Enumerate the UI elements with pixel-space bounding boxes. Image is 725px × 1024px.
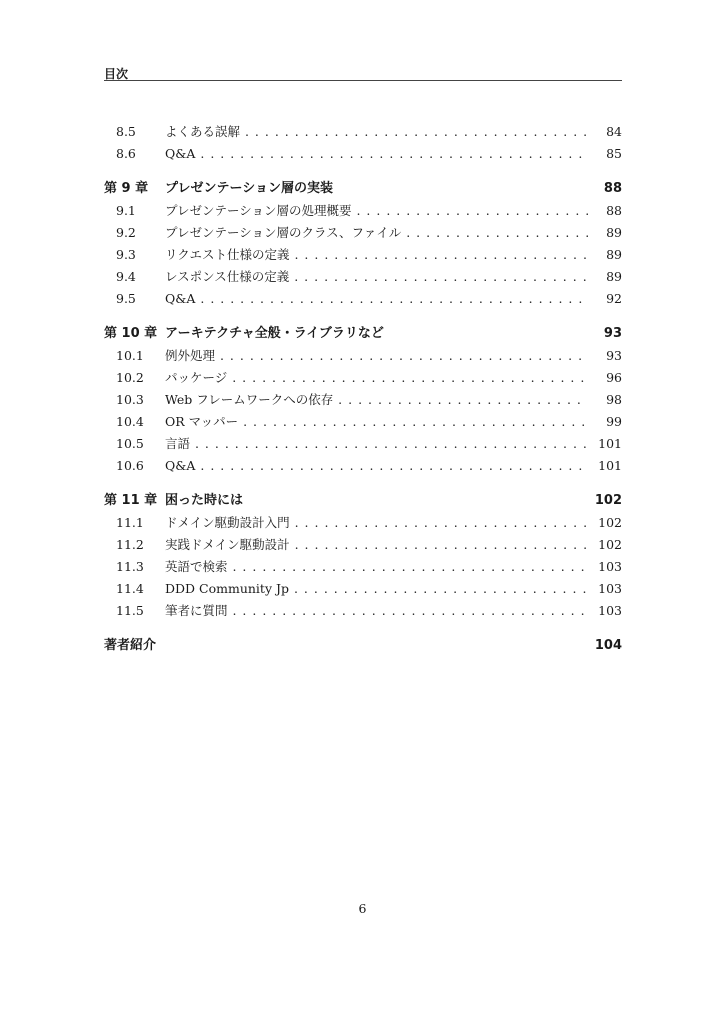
section-title: パッケージ . . .: [165, 367, 588, 389]
section-number: 11.2: [116, 537, 144, 552]
toc-entry[interactable]: [104, 266, 622, 288]
chapter-heading[interactable]: [104, 490, 622, 512]
chapter-title: 困った時には: [165, 493, 244, 508]
section-number: 9.2: [116, 225, 136, 240]
section-title: よくある誤解 . . .: [165, 121, 588, 143]
section-page: 102: [598, 515, 622, 530]
chapter-number: 第 11 章: [104, 493, 158, 508]
section-number: 9.1: [116, 203, 136, 218]
section-page: 103: [598, 559, 622, 574]
author-section-page: 104: [594, 638, 622, 653]
section-title: OR マッパー . . .: [165, 411, 588, 433]
section-title: プレゼンテーション層のクラス、ファイル . . .: [165, 222, 588, 244]
section-number: 10.5: [116, 436, 144, 451]
section-page: 98: [606, 392, 622, 407]
section-number: 11.3: [116, 559, 144, 574]
running-header: [104, 64, 622, 81]
section-title: リクエスト仕様の定義 . . .: [165, 244, 588, 266]
section-page: 89: [606, 225, 622, 240]
author-section-heading[interactable]: [104, 635, 622, 657]
section-title: Q&A . . .: [165, 143, 588, 165]
section-title: Q&A . . .: [165, 455, 588, 477]
toc-entry[interactable]: [104, 121, 622, 143]
section-page: 103: [598, 581, 622, 596]
page-number: 6: [358, 901, 367, 916]
toc-entry[interactable]: [104, 288, 622, 310]
section-page: 101: [598, 458, 622, 473]
section-page: 101: [598, 436, 622, 451]
section-number: 9.3: [116, 247, 136, 262]
section-title: 実践ドメイン駆動設計 . . .: [165, 534, 588, 556]
section-number: 9.4: [116, 269, 136, 284]
author-section-title: 著者紹介: [104, 638, 157, 653]
chapter-number: 第 10 章: [104, 326, 158, 341]
section-number: 9.5: [116, 291, 136, 306]
section-number: 8.5: [116, 124, 136, 139]
toc-entry[interactable]: [104, 389, 622, 411]
toc-entry[interactable]: [104, 512, 622, 534]
section-page: 88: [606, 203, 622, 218]
section-page: 93: [606, 348, 622, 363]
toc-entry[interactable]: [104, 222, 622, 244]
toc-entry[interactable]: [104, 143, 622, 165]
section-title: 例外処理 . . .: [165, 345, 588, 367]
section-number: 11.5: [116, 603, 144, 618]
toc-entry[interactable]: [104, 556, 622, 578]
table-of-contents: [104, 121, 622, 657]
section-title: 英語で検索 . . .: [165, 556, 588, 578]
section-number: 10.6: [116, 458, 144, 473]
section-page: 99: [606, 414, 622, 429]
section-page: 103: [598, 603, 622, 618]
section-title: 筆者に質問 . . .: [165, 600, 588, 622]
toc-entry[interactable]: [104, 600, 622, 622]
section-title: Q&A . . .: [165, 288, 588, 310]
section-page: 96: [606, 370, 622, 385]
section-title: レスポンス仕様の定義 . . .: [165, 266, 588, 288]
toc-entry[interactable]: [104, 411, 622, 433]
section-number: 11.4: [116, 581, 144, 596]
section-number: 10.4: [116, 414, 144, 429]
section-page: 85: [606, 146, 622, 161]
section-page: 89: [606, 247, 622, 262]
toc-entry[interactable]: [104, 244, 622, 266]
chapter-page: 102: [594, 493, 622, 508]
section-page: 89: [606, 269, 622, 284]
section-page: 92: [606, 291, 622, 306]
chapter-page: 93: [603, 326, 622, 341]
chapter-title: プレゼンテーション層の実装: [165, 181, 333, 196]
toc-entry[interactable]: [104, 534, 622, 556]
section-page: 102: [598, 537, 622, 552]
section-page: 84: [606, 124, 622, 139]
section-title: DDD Community Jp . . .: [165, 578, 588, 600]
chapter-heading[interactable]: [104, 178, 622, 200]
toc-entry[interactable]: [104, 200, 622, 222]
section-title: プレゼンテーション層の処理概要 . . .: [165, 200, 588, 222]
chapter-title: アーキテクチャ全般・ライブラリなど: [165, 326, 384, 341]
header-title: 目次: [104, 67, 129, 81]
toc-entry[interactable]: [104, 345, 622, 367]
chapter-heading[interactable]: [104, 323, 622, 345]
chapter-number: 第 9 章: [104, 181, 149, 196]
section-title: Web フレームワークへの依存 . . .: [165, 389, 588, 411]
section-number: 8.6: [116, 146, 136, 161]
chapter-page: 88: [603, 181, 622, 196]
toc-entry[interactable]: [104, 367, 622, 389]
section-number: 10.2: [116, 370, 144, 385]
toc-entry[interactable]: [104, 455, 622, 477]
section-number: 11.1: [116, 515, 144, 530]
toc-entry[interactable]: [104, 578, 622, 600]
section-title: ドメイン駆動設計入門 . . .: [165, 512, 588, 534]
toc-entry[interactable]: [104, 433, 622, 455]
section-title: 言語 . . .: [165, 433, 588, 455]
section-number: 10.3: [116, 392, 144, 407]
section-number: 10.1: [116, 348, 144, 363]
